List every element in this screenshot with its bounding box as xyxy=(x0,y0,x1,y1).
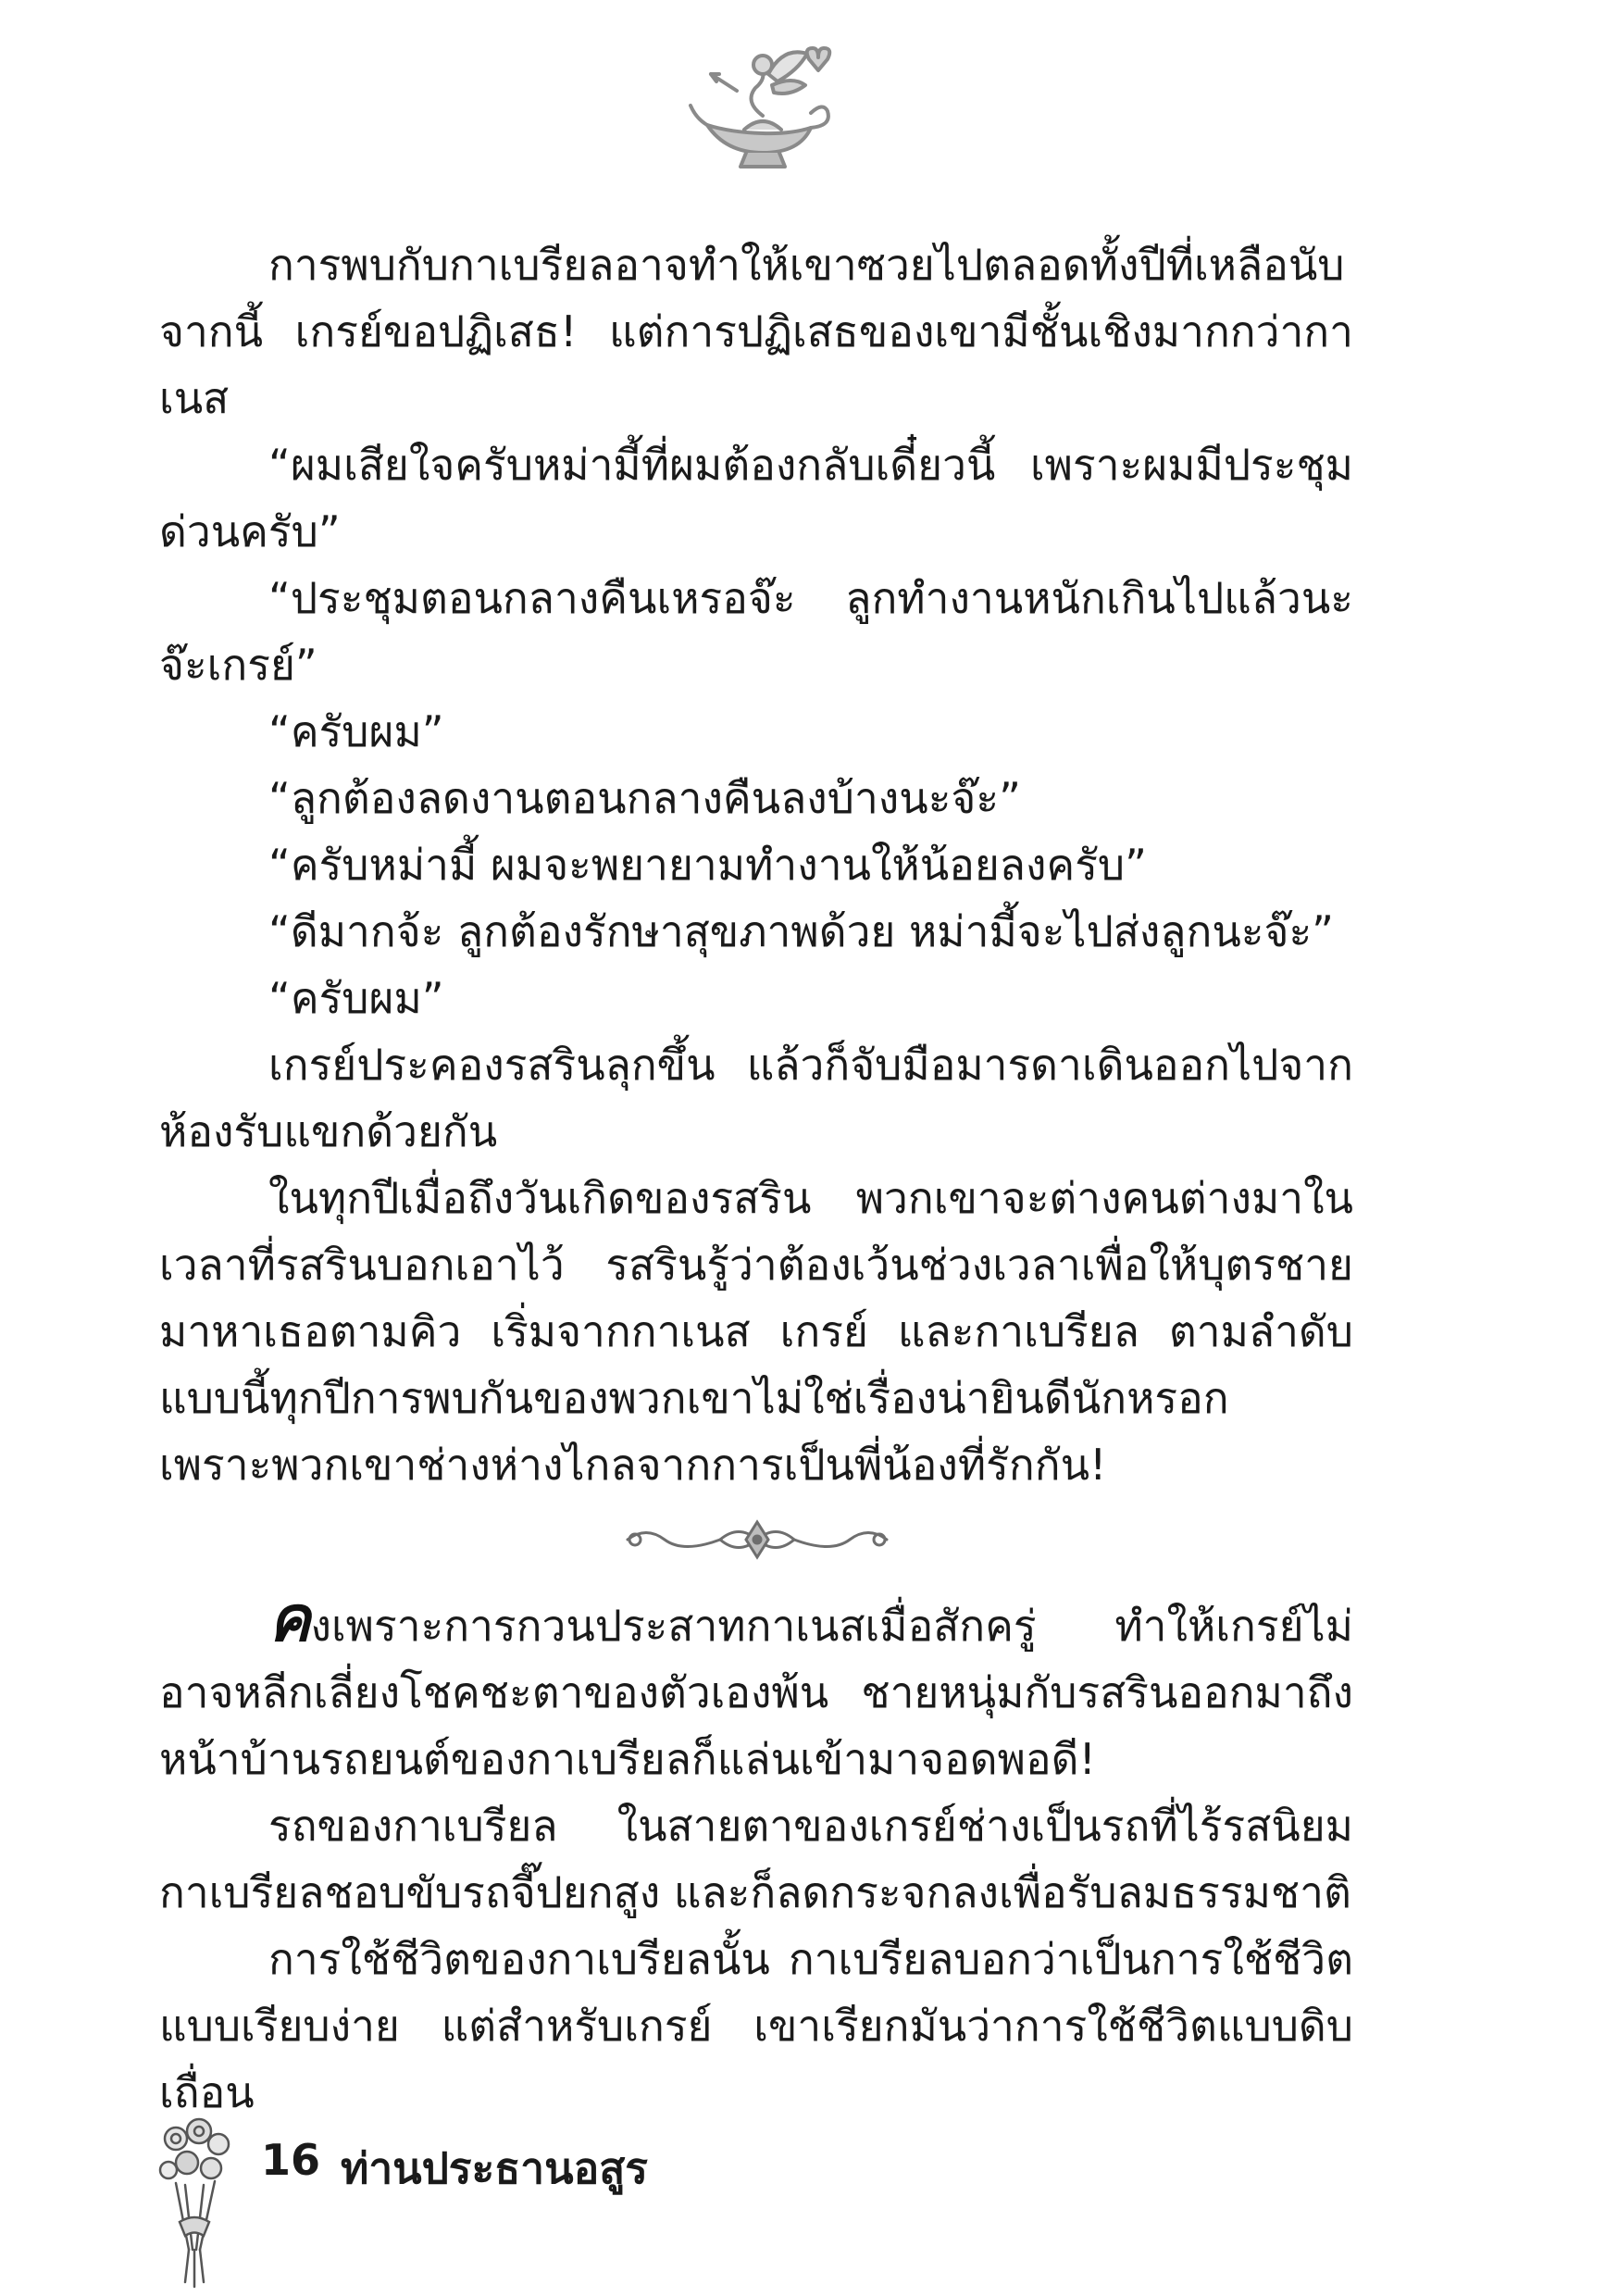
genie-lamp-icon xyxy=(689,37,837,176)
body-text-section-2 xyxy=(159,1583,1353,2126)
paragraph-rest: งเพราะการกวนประสาทกาเนสเมื่อสักครู่ ทำให้เกรย์ไม่อาจหลีกเลี่ยงโชคชะตาของตัวเองพ้น ชายหนุ่มกับรสรินออกมาถึงหน้าบ้านรถยนต์ของกาเบรียลก็แล่นเข้ามาจอดพอดี! xyxy=(159,1601,1353,1784)
paragraph: การพบกับกาเบรียลอาจทำให้เขาซวยไปตลอดทั้งปีที่เหลือนับจากนี้ เกรย์ขอปฏิเสธ! แต่การปฏิเสธของเขามีชั้นเชิงมากกว่ากาเนส xyxy=(159,240,1353,423)
body-text-section-1 xyxy=(159,231,1353,1498)
paragraph: “ผมเสียใจครับหม่ามี้ที่ผมต้องกลับเดี๋ยวนี้ เพราะผมมีประชุมด่วนครับ” xyxy=(159,440,1353,556)
paragraph: “ครับหม่ามี้ ผมจะพยายามทำงานให้น้อยลงครับ” xyxy=(268,840,1147,890)
paragraph: “ดีมากจ้ะ ลูกต้องรักษาสุขภาพด้วย หม่ามี้จะไปส่งลูกนะจ๊ะ” xyxy=(268,906,1334,956)
paragraph: รถของกาเบรียล ในสายตาของเกรย์ช่างเป็นรถที่ไร้รสนิยม กาเบรียลชอบขับรถจี๊ปยกสูง และก็ลดกระจกลงเพื่อรับลมธรรมชาติ xyxy=(159,1801,1353,1917)
paragraph: “ประชุมตอนกลางคืนเหรอจ๊ะ ลูกทำงานหนักเกินไปแล้วนะจ๊ะเกรย์” xyxy=(159,573,1353,690)
paragraph: เกรย์ประคองรสรินลุกขึ้น แล้วก็จับมือมารดาเดินออกไปจากห้องรับแขกด้วยกัน xyxy=(159,1040,1353,1156)
scroll-ornament-divider-icon xyxy=(618,1516,896,1563)
paragraph: ในทุกปีเมื่อถึงวันเกิดของรสริน พวกเขาจะต่างคนต่างมาในเวลาที่รสรินบอกเอาไว้ รสรินรู้ว่าต้องเว้นช่วงเวลาเพื่อให้บุตรชายมาหาเธอตามคิว เริ่มจากกาเนส เกรย์ และกาเบรียล ตามลำดับแบบนี้ทุกปีการพบกันของพวกเขาไม่ใช่เรื่องน่ายินดีนักหรอก เพราะพวกเขาช่างห่างไกลจากการเป็นพี่น้องที่รักกัน! xyxy=(159,1173,1353,1490)
paragraph: “ครับผม” xyxy=(268,706,444,756)
paragraph-with-dropcap xyxy=(159,1583,1353,1792)
dropcap-letter: ค xyxy=(268,1583,311,1656)
flower-bouquet-icon xyxy=(148,2111,241,2296)
page-number: 16 xyxy=(261,2135,321,2185)
book-title: ท่านประธานอสูร xyxy=(341,2143,648,2193)
paragraph: “ลูกต้องลดงานตอนกลางคืนลงบ้างนะจ๊ะ” xyxy=(268,773,1021,823)
paragraph: การใช้ชีวิตของกาเบรียลนั้น กาเบรียลบอกว่าเป็นการใช้ชีวิตแบบเรียบง่าย แต่สำหรับเกรย์ เขาเรียกมันว่าการใช้ชีวิตแบบดิบเถื่อน xyxy=(159,1934,1353,2117)
paragraph: “ครับผม” xyxy=(268,973,444,1023)
